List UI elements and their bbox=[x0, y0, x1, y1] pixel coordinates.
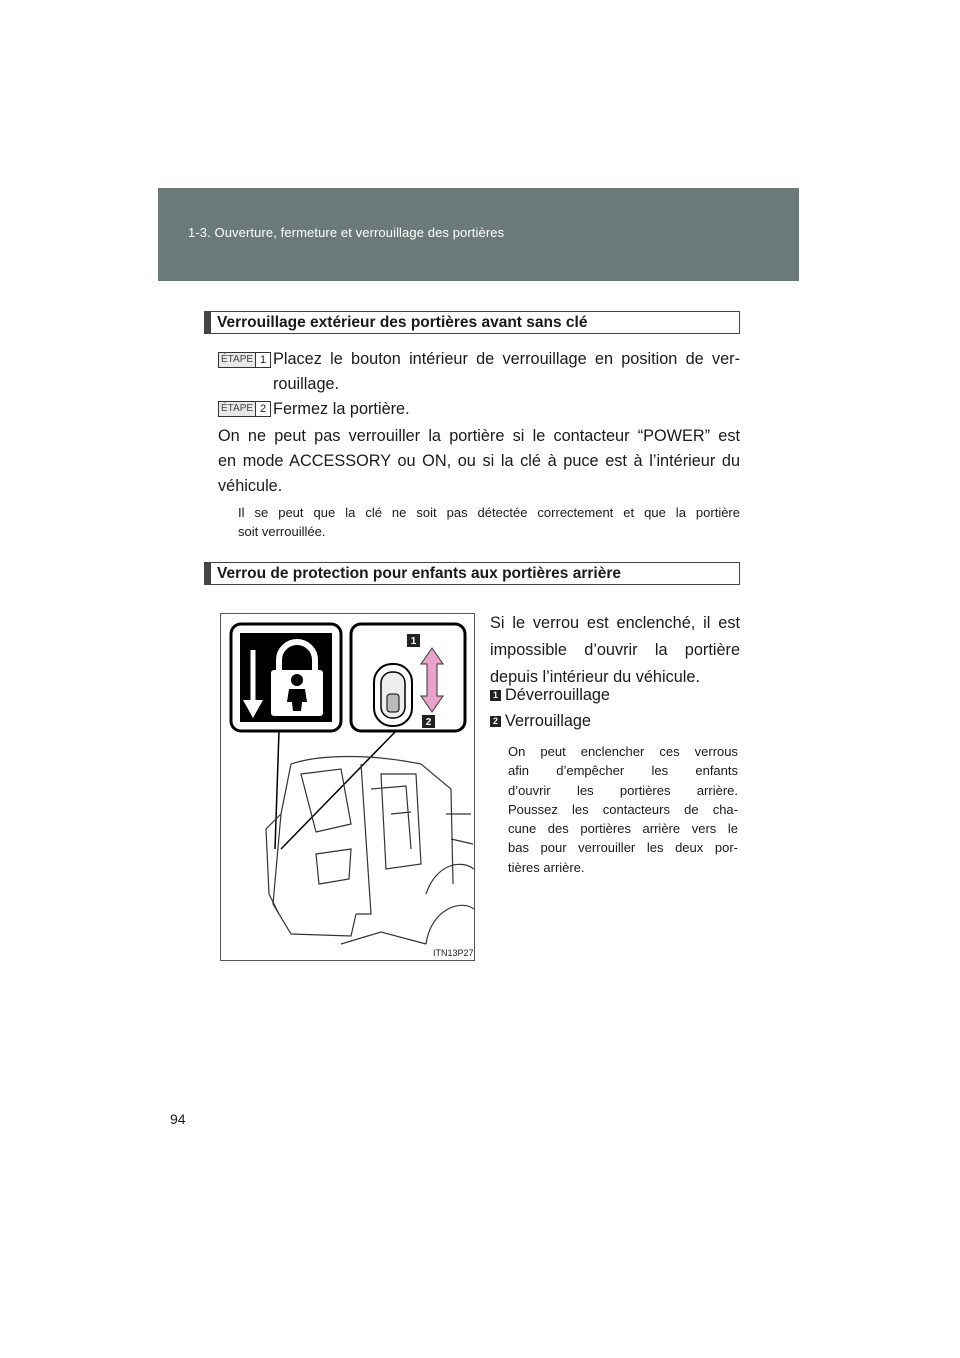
section-heading-text: Verrou de protection pour enfants aux portières arrière bbox=[217, 565, 621, 582]
step-1-line1: Placez le bouton intérieur de verrouillage en position de ver- bbox=[273, 350, 740, 368]
lever-knob bbox=[387, 694, 399, 712]
step-2-marker bbox=[218, 401, 271, 417]
figure-code: ITN13P271 bbox=[433, 948, 474, 958]
note-line: Il se peut que la clé ne soit pas détectée correctement et que la portière bbox=[238, 505, 740, 520]
step-badge: ÉTAPE bbox=[218, 401, 256, 417]
section-heading-keyless-lock bbox=[204, 311, 740, 334]
car-sketch bbox=[266, 757, 474, 945]
intro-line: impossible d’ouvrir la portière bbox=[490, 641, 740, 659]
child-lock-note bbox=[508, 742, 738, 877]
child-lock-illustration bbox=[220, 613, 475, 961]
body-paragraph bbox=[218, 424, 740, 499]
section-heading-text: Verrouillage extérieur des portières avant sans clé bbox=[217, 314, 588, 331]
note-line: soit verrouillée. bbox=[238, 524, 326, 539]
child-head bbox=[291, 674, 303, 686]
legend-number: 1 bbox=[490, 690, 501, 701]
pointer-line bbox=[281, 731, 396, 849]
heading-bar bbox=[205, 312, 211, 333]
legend-item-unlock bbox=[490, 686, 610, 705]
pointer-line bbox=[275, 731, 279, 849]
callout-1-text: 1 bbox=[410, 636, 417, 647]
callout-2-text: 2 bbox=[425, 717, 432, 728]
legend-label: Verrouillage bbox=[505, 712, 591, 730]
step-1-marker bbox=[218, 352, 271, 368]
heading-bar bbox=[205, 563, 211, 584]
note-line: tières arrière. bbox=[508, 859, 585, 875]
chapter-header bbox=[158, 188, 799, 281]
note-line: On peut enclencher ces verrous bbox=[508, 744, 738, 759]
section-heading-child-lock bbox=[204, 562, 740, 585]
child-lock-intro bbox=[490, 610, 740, 691]
body-line: en mode ACCESSORY ou ON, ou si la clé à puce est à l’intérieur du bbox=[218, 452, 740, 470]
page-number: 94 bbox=[170, 1111, 186, 1127]
step-number: 2 bbox=[256, 401, 271, 417]
intro-line: depuis l’intérieur du véhicule. bbox=[490, 668, 700, 686]
legend-number: 2 bbox=[490, 716, 501, 727]
note-line: cune des portières arrière vers le bbox=[508, 821, 738, 837]
step-1-line2: rouillage. bbox=[273, 375, 340, 393]
legend-item-lock bbox=[490, 712, 591, 731]
step-number: 1 bbox=[256, 352, 271, 368]
note-line: bas pour verrouiller les deux por- bbox=[508, 840, 738, 856]
note-line: afin d’empêcher les enfants bbox=[508, 763, 738, 779]
body-line: On ne peut pas verrouiller la portière si le contacteur “POWER” est bbox=[218, 427, 740, 445]
illustration-svg bbox=[221, 614, 474, 960]
step-badge: ÉTAPE bbox=[218, 352, 256, 368]
intro-line: Si le verrou est enclenché, il est bbox=[490, 614, 740, 632]
body-line: véhicule. bbox=[218, 477, 283, 495]
step-2-text: Fermez la portière. bbox=[273, 400, 410, 418]
note-line: d’ouvrir les portières arrière. bbox=[508, 782, 738, 798]
note-paragraph bbox=[238, 503, 740, 541]
step-1-text bbox=[273, 347, 740, 397]
note-line: Poussez les contacteurs de cha- bbox=[508, 801, 738, 817]
chapter-title: 1-3. Ouverture, fermeture et verrouillage des portières bbox=[188, 225, 505, 240]
legend-label: Déverrouillage bbox=[505, 686, 610, 704]
